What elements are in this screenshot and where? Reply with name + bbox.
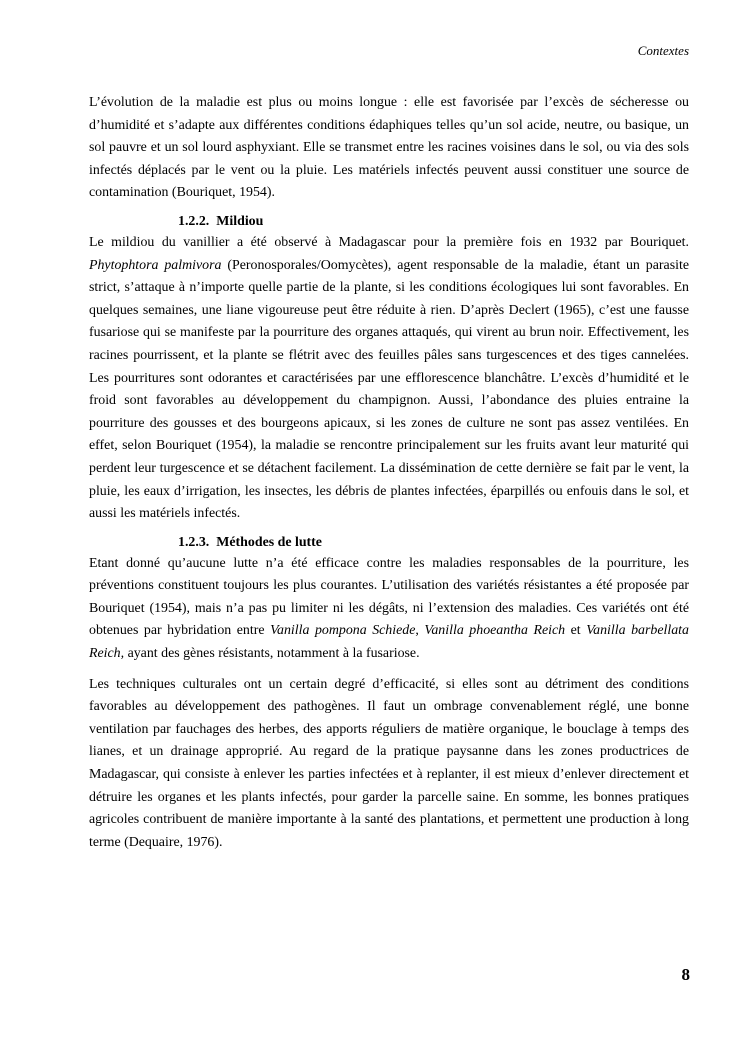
running-header: Contextes xyxy=(637,43,689,58)
section-methodes-de-lutte xyxy=(89,533,689,855)
paragraph-evolution: L’évolution de la maladie est plus ou moins longue : elle est favorisée par l’excès de sécheresse ou d’humidité et s’adapte aux différentes conditions édaphiques telles qu’un sol acide, neutre, ou basique, un sol pauvre et un sol lourd asphyxiant. Elle se transmet entre les racines voisines dans le sol, ou via des sols infectés déplacés par le vent ou la pluie. Les matériels infectés peuvent aussi constituer une source de contamination (Bouriquet, 1954). xyxy=(89,95,689,201)
species-name: Vanilla barbellata Reich, xyxy=(89,623,689,662)
text-run: Le mildiou du vanillier a été observé à Madagascar pour la première fois en 1932 par Bouriquet. xyxy=(89,234,689,250)
section-heading-mildiou xyxy=(178,212,689,232)
section-title: Mildiou xyxy=(216,213,264,229)
paragraph-lutte-varietes xyxy=(89,553,689,666)
page-number: 8 xyxy=(681,965,690,984)
section-title: Méthodes de lutte xyxy=(216,534,322,550)
text-run: et xyxy=(565,623,587,639)
section-number: 1.2.2. xyxy=(178,213,210,229)
text-run: , xyxy=(415,623,425,639)
species-name: Vanilla phoeantha Reich xyxy=(424,623,566,639)
text-run: ayant des gènes résistants, notamment à la fusariose. xyxy=(124,646,420,662)
species-name: Phytophtora palmivora xyxy=(89,257,222,273)
section-number: 1.2.3. xyxy=(178,534,210,550)
paragraph-techniques-culturales: Les techniques culturales ont un certain degré d’efficacité, si elles sont au détriment des conditions favorables au développement des pathogènes. Il faut un ombrage convenablement réglé, une bonne ventilation par fauchages des herbes, des apports réguliers de matière organique, le bouclage à temps des lianes, et un drainage approprié. Au regard de la pratique paysanne dans les zones productrices de Madagascar, qui consiste à enlever les parties infectées et à replanter, il est mieux d’enlever directement et détruire les organes et les plants infectés, pour garder la parcelle saine. En somme, les bonnes pratiques agricoles contribuent de manière importante à la santé des plantations, et permettent une production à long terme (Dequaire, 1976). xyxy=(89,676,689,850)
section-heading-lutte xyxy=(178,533,689,553)
page-body xyxy=(89,92,689,854)
paragraph-mildiou xyxy=(89,232,689,526)
species-name: Vanilla pompona Schiede xyxy=(270,623,416,639)
section-mildiou xyxy=(89,212,689,526)
text-run: (Peronosporales/Oomycètes), agent responsable de la maladie, étant un parasite strict, s’attaque à n’importe quelle partie de la plante, si les conditions écologiques lui sont favorables. En quelques semaines, une liane vigoureuse peut être réduite à rien. D’après Declert (1965), c’est une fausse fusariose qui se manifeste par la pourriture des organes attaqués, qui virent au brun noir. Effectivement, les racines pourrissent, et la plante se flétrit avec des feuilles pâles sans turgescences et des tiges cannelées. Les pourritures sont odorantes et caractérisées par une efflorescence blanchâtre. L’excès d’humidité et le froid sont favorables au développement du champignon. Aussi, l’abondance des pluies entraine la pourriture des gousses et des bourgeons apicaux, si les zones de culture ne sont pas assez ventilées. En effet, selon Bouriquet (1954), la maladie se rencontre principalement sur les fruits avant leur maturité qui perdent leur turgescence et se détachent facilement. La dissémination de cette dernière se fait par le vent, la pluie, les eaux d’irrigation, les insectes, les débris de plantes infectées, éparpillés ou enfouis dans le sol, et aussi les matériels infectés. xyxy=(89,257,689,522)
text-run: Etant donné qu’aucune lutte n’a été efficace contre les maladies responsables de la pourriture, les préventions constituent toujours les plus courantes. L’utilisation des variétés résistantes a été proposée par Bouriquet (1954), mais n’a pas pu limiter ni les dégâts, ni l’extension des maladies. Ces variétés ont été obtenues par hybridation entre xyxy=(89,555,689,639)
